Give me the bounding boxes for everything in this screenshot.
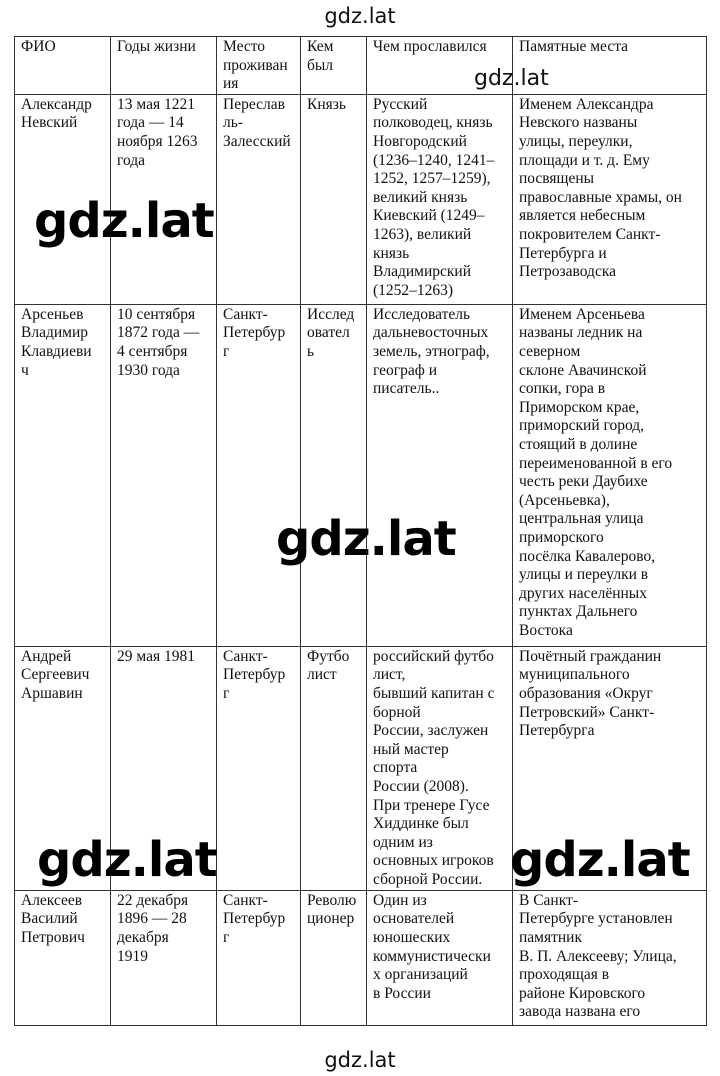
cell-text: завода названа его: [519, 1003, 641, 1021]
watermark-top: gdz.lat: [324, 4, 396, 28]
table-row: [15, 304, 707, 646]
cell-text: Санкт-: [223, 891, 268, 909]
cell-text: борной: [373, 703, 421, 721]
cell-text: овател: [307, 324, 350, 342]
watermark-large: gdz.lat: [276, 511, 456, 567]
cell-text: г: [223, 928, 230, 946]
cell-memorial: [513, 304, 707, 646]
cell-text: Петербурге установлен: [519, 910, 673, 928]
watermark-header: gdz.lat: [474, 66, 549, 91]
header-text: Чем прославился: [373, 38, 487, 55]
cell-text: посвящены: [519, 170, 595, 188]
cell-text: Приморском крае,: [519, 398, 640, 416]
header-text: ия: [223, 75, 239, 93]
cell-text: юношеских: [373, 928, 451, 946]
cell-text: основных игроков: [373, 852, 494, 870]
cell-text: географ и: [373, 361, 437, 379]
cell-place: [217, 646, 301, 890]
cell-text: ционер: [307, 910, 355, 928]
cell-text: православные храмы, он: [519, 188, 682, 206]
cell-text: Киевский (1249–: [373, 207, 485, 225]
cell-text: северном: [519, 342, 581, 360]
cell-text: В Санкт-: [519, 891, 578, 909]
cell-text: великий князь: [373, 188, 468, 206]
cell-text: ль-: [223, 114, 243, 132]
cell-fame: [367, 890, 513, 1025]
cell-text: является небесным: [519, 207, 646, 225]
header-text: Место: [223, 38, 266, 55]
cell-name: [15, 304, 111, 646]
cell-text: князь: [373, 244, 410, 262]
cell-text: пунктах Дальнего: [519, 603, 638, 621]
cell-text: Санкт-: [223, 647, 268, 665]
cell-text: Петербур: [223, 666, 286, 684]
cell-text: Владимирский: [373, 263, 471, 281]
cell-place: [217, 304, 301, 646]
cell-years: [111, 304, 217, 646]
cell-text: 1263), великий: [373, 225, 472, 243]
header-cell: [15, 37, 111, 95]
cell-text: улицы и переулки в: [519, 566, 649, 584]
cell-years: [111, 890, 217, 1025]
cell-text: честь реки Даубихе: [519, 473, 648, 491]
cell-text: г: [223, 684, 230, 702]
cell-text: ный мастер: [373, 740, 449, 758]
cell-role: [301, 94, 367, 304]
cell-text: Андрей: [21, 647, 72, 665]
cell-text: Востока: [519, 621, 573, 639]
cell-text: Именем Александра: [519, 95, 654, 113]
cell-text: Арсеньев: [21, 305, 84, 323]
cell-fame: [367, 304, 513, 646]
cell-text: 1896 — 28: [117, 910, 187, 928]
cell-text: Хиддинке был: [373, 815, 469, 833]
cell-text: сборной России.: [373, 870, 483, 888]
cell-text: центральная улица: [519, 510, 644, 528]
cell-text: одним из: [373, 833, 433, 851]
cell-text: ь: [307, 342, 315, 360]
cell-text: Именем Арсеньева: [519, 305, 645, 323]
cell-text: улицы, переулки,: [519, 132, 633, 150]
watermark-bottom: gdz.lat: [324, 1048, 396, 1072]
cell-text: спорта: [373, 759, 418, 777]
cell-text: Петербурга: [519, 722, 595, 740]
cell-role: [301, 890, 367, 1025]
header-text: ФИО: [21, 38, 56, 55]
cell-text: 1252, 1257–1259),: [373, 170, 491, 188]
cell-text: российский футбо: [373, 647, 494, 665]
cell-text: года: [117, 151, 146, 169]
cell-text: 29 мая 1981: [117, 647, 195, 665]
cell-text: Залесский: [223, 132, 291, 150]
cell-place: [217, 94, 301, 304]
cell-text: Василий: [21, 910, 78, 928]
watermark-large: gdz.lat: [37, 832, 217, 888]
cell-text: (Арсеньевка),: [519, 491, 610, 509]
cell-text: земель, этнограф,: [373, 342, 490, 360]
cell-text: Клавдиеви: [21, 342, 92, 360]
cell-text: декабря: [117, 928, 169, 946]
header-text: Кем: [307, 38, 334, 55]
cell-text: муниципального: [519, 666, 630, 684]
cell-text: 1919: [117, 947, 148, 965]
cell-text: Револю: [307, 891, 357, 909]
cell-text: Русский: [373, 95, 428, 113]
cell-text: ноября 1263: [117, 132, 198, 150]
cell-text: Исслед: [307, 305, 355, 323]
cell-text: коммунистически: [373, 947, 491, 965]
header-text: Годы жизни: [117, 38, 196, 55]
cell-text: Петербурга и: [519, 244, 607, 262]
cell-text: покровителем Санкт-: [519, 225, 661, 243]
cell-text: России, заслужен: [373, 722, 489, 740]
cell-fame: [367, 646, 513, 890]
cell-text: лист,: [373, 666, 406, 684]
header-cell: [217, 37, 301, 95]
header-text: был: [307, 56, 334, 74]
cell-text: (1252–1263): [373, 281, 454, 299]
cell-text: Аршавин: [21, 684, 83, 702]
cell-text: Владимир: [21, 324, 88, 342]
cell-text: основателей: [373, 910, 455, 928]
cell-text: Петрозаводска: [519, 263, 616, 281]
cell-text: 1930 года: [117, 361, 180, 379]
cell-text: образования «Округ: [519, 684, 653, 702]
cell-text: лист: [307, 666, 337, 684]
cell-place: [217, 890, 301, 1025]
cell-text: писатель..: [373, 380, 440, 398]
cell-text: приморского: [519, 528, 604, 546]
header-text: проживан: [223, 56, 288, 74]
header-text: Памятные места: [519, 38, 629, 55]
cell-text: сопки, гора в: [519, 380, 606, 398]
cell-text: проходящая в: [519, 966, 610, 984]
cell-text: года — 14: [117, 114, 184, 132]
cell-text: Санкт-: [223, 305, 268, 323]
cell-text: Петровский» Санкт-: [519, 703, 655, 721]
table-header-row: [15, 37, 707, 95]
cell-text: в России: [373, 984, 431, 1002]
header-cell: [301, 37, 367, 95]
cell-text: х организаций: [373, 966, 468, 984]
cell-text: стоящий в долине: [519, 435, 638, 453]
cell-text: Почётный гражданин: [519, 647, 662, 665]
cell-text: г: [223, 342, 230, 360]
cell-text: Переслав: [223, 95, 285, 113]
cell-text: 22 декабря: [117, 891, 189, 909]
cell-text: районе Кировского: [519, 984, 646, 1002]
cell-text: В. П. Алексееву; Улица,: [519, 947, 677, 965]
cell-text: приморский город,: [519, 417, 645, 435]
cell-text: переименованной в его: [519, 454, 673, 472]
cell-text: Алексеев: [21, 891, 83, 909]
cell-text: бывший капитан с: [373, 684, 495, 702]
cell-text: посёлка Кавалерово,: [519, 547, 656, 565]
cell-text: Исследователь: [373, 305, 471, 323]
cell-text: ч: [21, 361, 29, 379]
cell-text: 10 сентября: [117, 305, 196, 323]
cell-text: других населённых: [519, 584, 647, 602]
cell-fame: [367, 94, 513, 304]
cell-text: Сергеевич: [21, 666, 90, 684]
cell-text: Александр: [21, 95, 92, 113]
cell-text: Новгородский: [373, 132, 467, 150]
cell-text: склоне Авачинской: [519, 361, 647, 379]
watermark-large: gdz.lat: [34, 193, 214, 249]
cell-text: Князь: [307, 95, 346, 113]
cell-text: Петербур: [223, 910, 286, 928]
table-row: [15, 890, 707, 1025]
watermark-large: gdz.lat: [510, 832, 690, 888]
cell-text: Невского названы: [519, 114, 638, 132]
cell-text: площади и т. д. Ему: [519, 151, 650, 169]
cell-text: Петербур: [223, 324, 286, 342]
cell-text: памятник: [519, 928, 583, 946]
cell-text: Футбо: [307, 647, 350, 665]
cell-text: (1236–1240, 1241–: [373, 151, 495, 169]
cell-text: Один из: [373, 891, 427, 909]
cell-text: дальневосточных: [373, 324, 489, 342]
cell-role: [301, 646, 367, 890]
cell-role: [301, 304, 367, 646]
cell-memorial: [513, 94, 707, 304]
cell-text: Невский: [21, 114, 78, 132]
cell-text: названы ледник на: [519, 324, 643, 342]
cell-text: 1872 года —: [117, 324, 200, 342]
cell-text: 13 мая 1221: [117, 95, 195, 113]
cell-name: [15, 890, 111, 1025]
cell-text: При тренере Гусе: [373, 796, 490, 814]
cell-text: полководец, князь: [373, 114, 493, 132]
cell-text: России (2008).: [373, 777, 469, 795]
cell-text: Петрович: [21, 928, 85, 946]
cell-text: 4 сентября: [117, 342, 188, 360]
cell-memorial: [513, 890, 707, 1025]
header-cell: [111, 37, 217, 95]
